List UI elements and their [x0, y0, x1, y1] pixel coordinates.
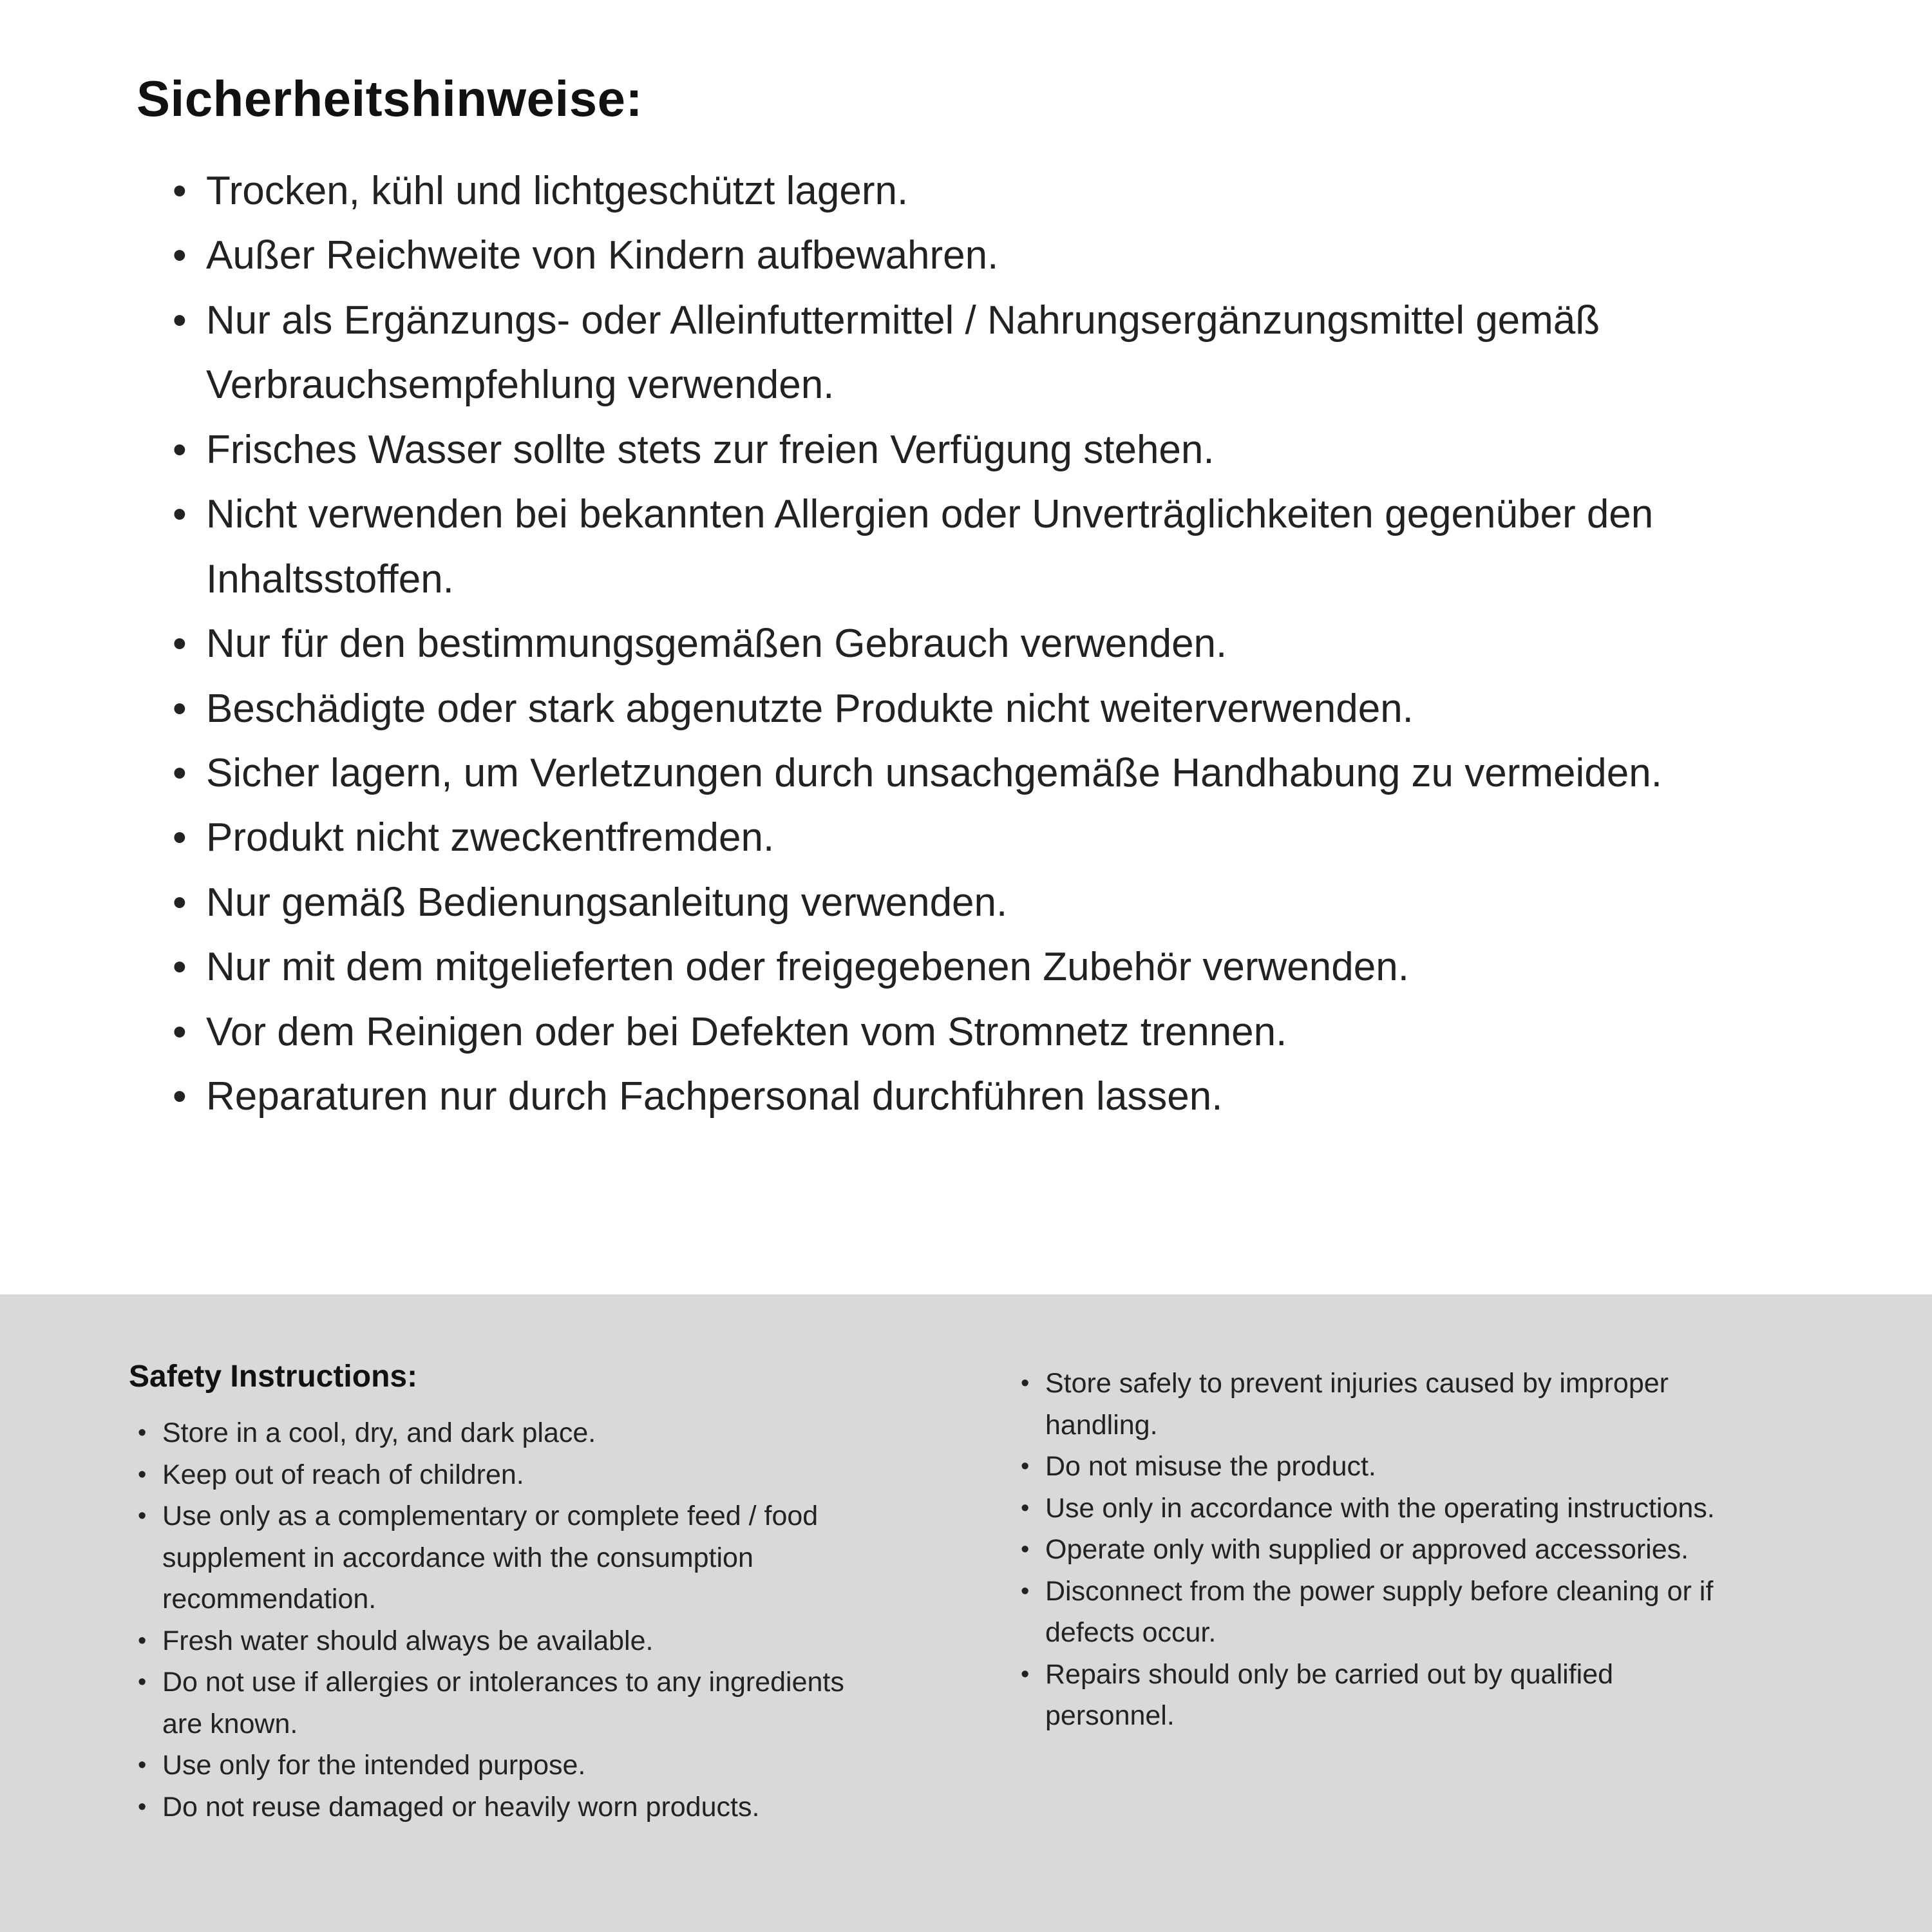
list-item: • Reparaturen nur durch Fachpersonal durchführen lassen.	[173, 1065, 1707, 1129]
list-item: • Nicht verwenden bei bekannten Allergien oder Unverträglichkeiten gegenüber den Inhaltsstoffen.	[173, 482, 1707, 612]
list-item: • Produkt nicht zweckentfremden.	[173, 806, 1707, 870]
list-item: • Repairs should only be carried out by qualified personnel.	[1021, 1654, 1716, 1737]
german-heading: Sicherheitshinweise:	[137, 70, 643, 127]
list-item: • Use only as a complementary or complete feed / food supplement in accordance with the consumption recommendation.	[138, 1495, 850, 1620]
list-item: • Operate only with supplied or approved accessories.	[1021, 1529, 1716, 1571]
list-item: • Store safely to prevent injuries caused by improper handling.	[1021, 1363, 1716, 1446]
list-item: • Trocken, kühl und lichtgeschützt lagern.	[173, 159, 1707, 223]
list-item: • Fresh water should always be available.	[138, 1620, 850, 1662]
list-item: • Nur mit dem mitgelieferten oder freigegebenen Zubehör verwenden.	[173, 935, 1707, 999]
english-left-column	[129, 1359, 850, 1932]
list-item: • Nur gemäß Bedienungsanleitung verwenden.	[173, 871, 1707, 935]
list-item: • Disconnect from the power supply before cleaning or if defects occur.	[1021, 1571, 1716, 1654]
english-heading: Safety Instructions:	[129, 1359, 418, 1394]
list-item: • Beschädigte oder stark abgenutzte Produkte nicht weiterverwenden.	[173, 677, 1707, 741]
english-safety-list-right	[1021, 1359, 1716, 1737]
list-item: • Außer Reichweite von Kindern aufbewahren.	[173, 223, 1707, 288]
list-item: • Nur als Ergänzungs- oder Alleinfuttermittel / Nahrungsergänzungsmittel gemäß Verbrauchsempfehlung verwenden.	[173, 289, 1707, 418]
german-safety-list	[173, 159, 1731, 1130]
list-item: • Nur für den bestimmungsgemäßen Gebrauch verwenden.	[173, 612, 1707, 676]
english-safety-list-left	[138, 1412, 850, 1828]
list-item: • Do not use if allergies or intolerances to any ingredients are known.	[138, 1662, 850, 1745]
english-section	[0, 1294, 1932, 1932]
list-item: • Do not reuse damaged or heavily worn products.	[138, 1786, 850, 1828]
list-item: • Use only in accordance with the operating instructions.	[1021, 1488, 1716, 1530]
list-item: • Store in a cool, dry, and dark place.	[138, 1412, 850, 1454]
list-item: • Sicher lagern, um Verletzungen durch unsachgemäße Handhabung zu vermeiden.	[173, 741, 1707, 806]
list-item: • Use only for the intended purpose.	[138, 1745, 850, 1786]
list-item: • Do not misuse the product.	[1021, 1446, 1716, 1488]
list-item: • Frisches Wasser sollte stets zur freien Verfügung stehen.	[173, 418, 1707, 482]
list-item: • Vor dem Reinigen oder bei Defekten vom Stromnetz trennen.	[173, 1000, 1707, 1065]
list-item: • Keep out of reach of children.	[138, 1454, 850, 1496]
english-right-column	[1021, 1359, 1716, 1932]
